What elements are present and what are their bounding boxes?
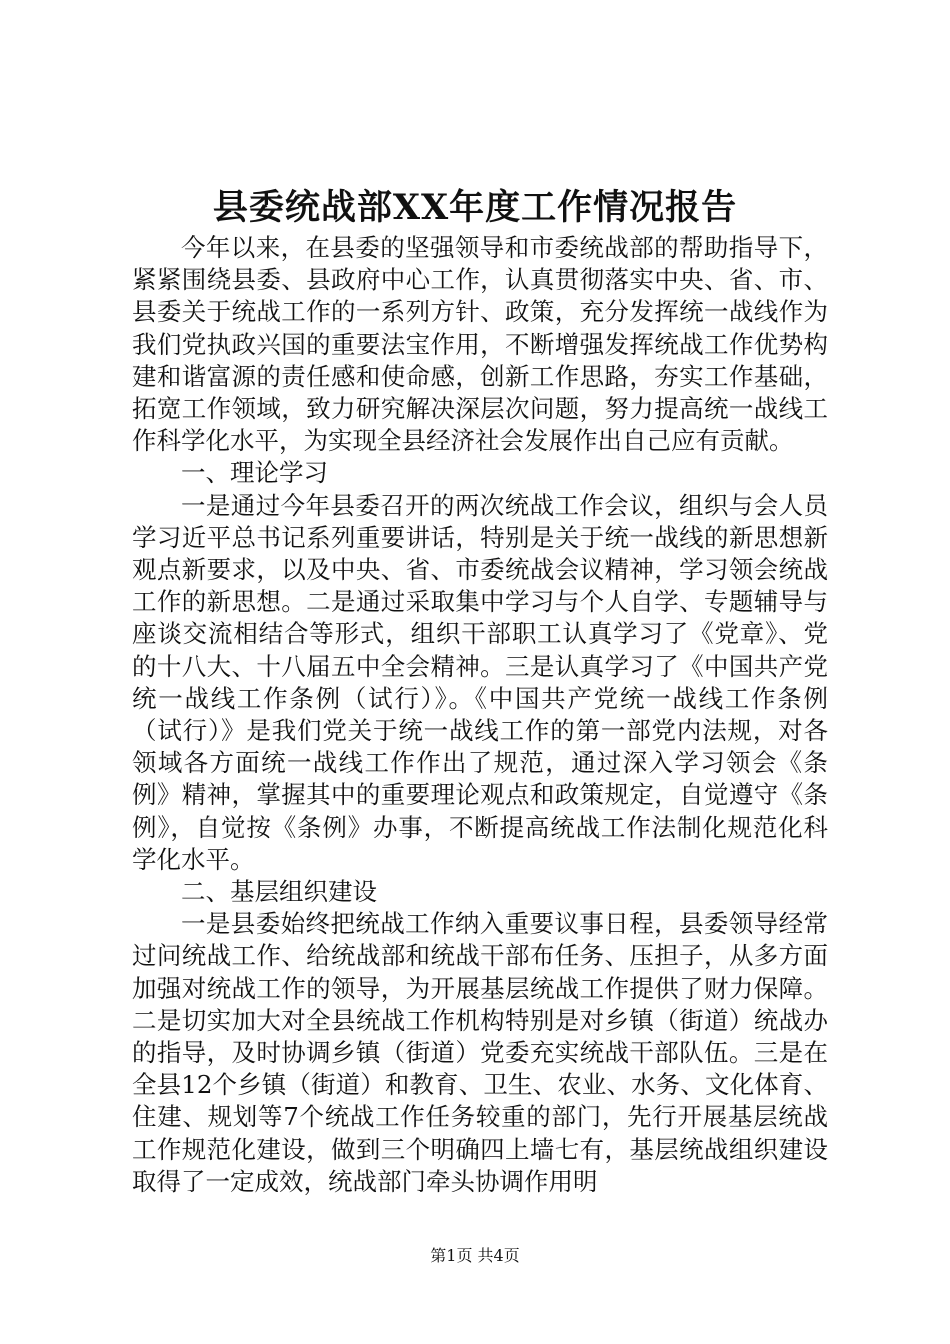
grassroots-organization-paragraph: 一是县委始终把统战工作纳入重要议事日程，县委领导经常过问统战工作、给统战部和统战干部布任务、压担子，从多方面加强对统战工作的领导，为开展基层统战工作提供了财力保障。二是切实加大对全县统战工作机构特别是对乡镇（街道）统战办的指导，及时协调乡镇（街道）党委充实统战干部队伍。三是在全县12个乡镇（街道）和教育、卫生、农业、水务、文化体育、住建、规划等7个统战工作任务较重的部门，先行开展基层统战工作规范化建设，做到三个明确四上墙七有，基层统战组织建设取得了一定成效，统战部门牵头协调作用明 <box>132 909 828 1196</box>
intro-paragraph: 今年以来，在县委的坚强领导和市委统战部的帮助指导下，紧紧围绕县委、县政府中心工作，认真贯彻落实中央、省、市、县委关于统战工作的一系列方针、政策，充分发挥统一战线作为我们党执政兴国的重要法宝作用，不断增强发挥统战工作优势构建和谐富源的责任感和使命感，创新工作思路，夯实工作基础，拓宽工作领域，致力研究解决深层次问题，努力提高统一战线工作科学化水平，为实现全县经济社会发展作出自己应有贡献。 <box>132 233 828 456</box>
section-heading-grassroots-organization: 二、基层组织建设 <box>181 877 377 907</box>
page-footer: 第1页 共4页 <box>430 1246 520 1265</box>
theory-study-paragraph: 一是通过今年县委召开的两次统战工作会议，组织与会人员学习近平总书记系列重要讲话，特别是关于统一战线的新思想新观点新要求，以及中央、省、市委统战会议精神，学习领会统战工作的新思想。二是通过采取集中学习与个人自学、专题辅导与座谈交流相结合等形式，组织干部职工认真学习了《党章》、党的十八大、十八届五中全会精神。三是认真学习了《中国共产党统一战线工作条例（试行）》。《中国共产党统一战线工作条例（试行）》是我们党关于统一战线工作的第一部党内法规，对各领域各方面统一战线工作作出了规范，通过深入学习领会《条例》精神，掌握其中的重要理论观点和政策规定，自觉遵守《条例》，自觉按《条例》办事，不断提高统战工作法制化规范化科学化水平。 <box>132 490 828 874</box>
section-heading-theory-study: 一、理论学习 <box>181 458 328 488</box>
document-body <box>132 232 828 1198</box>
document-title: 县委统战部XX年度工作情况报告 <box>212 187 738 228</box>
